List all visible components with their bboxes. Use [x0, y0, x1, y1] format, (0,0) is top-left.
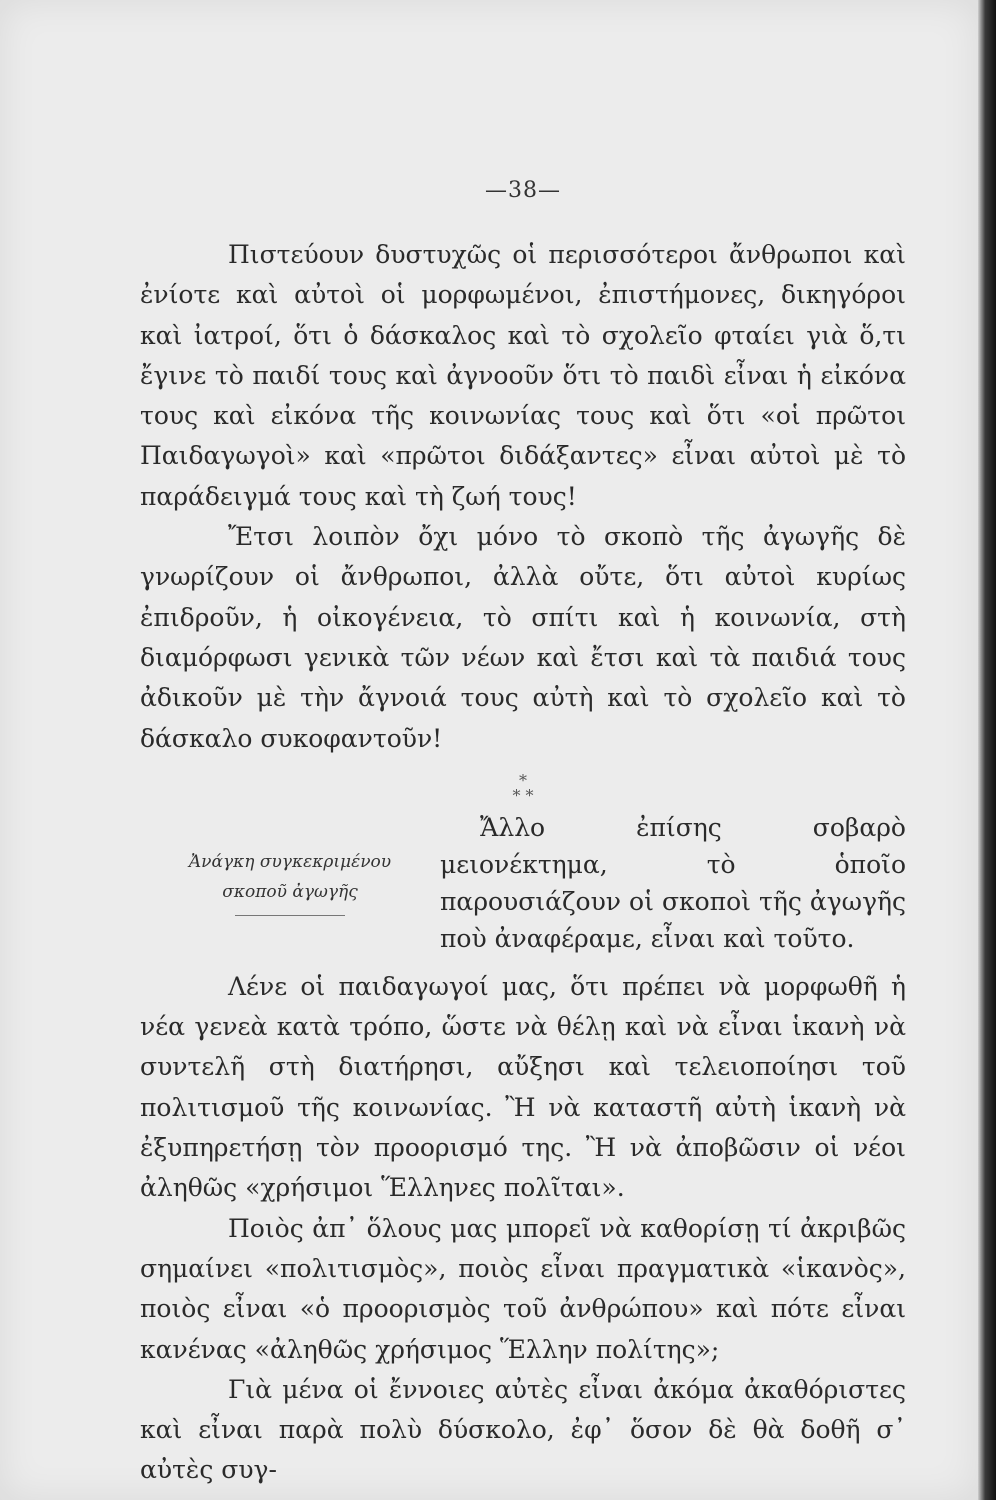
page-text [140, 178, 906, 1491]
margin-note-line: σκοποῦ ἀγωγῆς [222, 881, 358, 902]
page-edge-shadow [978, 0, 996, 1500]
page-number: —38— [485, 178, 561, 203]
margin-note [140, 809, 440, 916]
paragraph: Ποιὸς ἀπ᾿ ὅλους μας μπορεῖ νὰ καθορίσῃ τί ἀκριβῶς σημαίνει «πολιτισμὸς», ποιὸς εἶναι πραγματικὰ «ἱκανὸς», ποιὸς εἶναι «ὁ προορισμὸς τοῦ ἀνθρώπου» καὶ πότε εἶναι κανένας «ἀληθῶς χρήσιμος Ἕλλην πολίτης»; [140, 1213, 906, 1364]
asterism-top: * [519, 770, 527, 790]
margin-note-rule [235, 915, 345, 916]
paragraph: Ἄλλο ἐπίσης σοβαρὸ μειονέκτημα, τὸ ὁποῖο παρουσιάζουν οἱ σκοποὶ τῆς ἀγωγῆς ποὺ ἀναφέραμε, εἶναι καὶ τοῦτο. [440, 812, 906, 953]
paragraph: Ἔτσι λοιπὸν ὄχι μόνο τὸ σκοπὸ τῆς ἀγωγῆς δὲ γνωρίζουν οἱ ἄνθρωποι, ἀλλὰ οὔτε, ὅτι αὐτοὶ κυρίως ἐπιδροῦν, ἡ οἰκογένεια, τὸ σπίτι καὶ ἡ κοινωνία, στὴ διαμόρφωσι γενικὰ τῶν νέων καὶ ἔτσι καὶ τὰ παιδιά τους ἀδικοῦν μὲ τὴν ἄγνοιά τους αὐτὴ καὶ τὸ σχολεῖο καὶ τὸ δάσκαλο συκοφαντοῦν! [140, 522, 906, 753]
asterism-bottom: * * [512, 785, 534, 805]
margin-note-line: Ἀνάγκη συγκεκριμένου [188, 851, 392, 872]
paragraph: Λένε οἱ παιδαγωγοί μας, ὅτι πρέπει νὰ μορφωθῆ ἡ νέα γενεὰ κατὰ τρόπο, ὥστε νὰ θέλῃ καὶ νὰ εἶναι ἱκανὴ νὰ συντελῆ στὴ διατήρησι, αὔξησι καὶ τελειοποίησι τοῦ πολιτισμοῦ τῆς κοινωνίας. Ἢ νὰ καταστῆ αὐτὴ ἱκανὴ νὰ ἐξυπηρετήσῃ τὸν προορισμό της. Ἢ νὰ ἀποβῶσιν οἱ νέοι ἀληθῶς «χρήσιμοι Ἕλληνες πολῖται». [140, 971, 906, 1203]
paragraph: Γιὰ μένα οἱ ἔννοιες αὐτὲς εἶναι ἀκόμα ἀκαθόριστες καὶ εἶναι παρὰ πολὺ δύσκολο, ἐφ᾿ ὅσον δὲ θὰ δοθῆ σ᾿ αὐτὲς συγ- [140, 1374, 906, 1485]
section-with-margin-note [140, 809, 906, 957]
asterism [140, 770, 906, 805]
paragraph: Πιστεύουν δυστυχῶς οἱ περισσότεροι ἄνθρωποι καὶ ἐνίοτε καὶ αὐτοὶ οἱ μορφωμένοι, ἐπιστήμονες, δικηγόροι καὶ ἰατροί, ὅτι ὁ δάσκαλος καὶ τὸ σχολεῖο φταίει γιὰ ὅ,τι ἔγινε τὸ παιδί τους καὶ ἀγνοοῦν ὅτι τὸ παιδὶ εἶναι ἡ εἰκόνα τους καὶ εἰκόνα τῆς κοινωνίας τους καὶ ὅτι «οἱ πρῶτοι Παιδαγωγοὶ» καὶ «πρῶτοι διδάξαντες» εἶναι αὐτοὶ μὲ τὸ παράδειγμά τους καὶ τὴ ζωή τους! [140, 240, 906, 511]
